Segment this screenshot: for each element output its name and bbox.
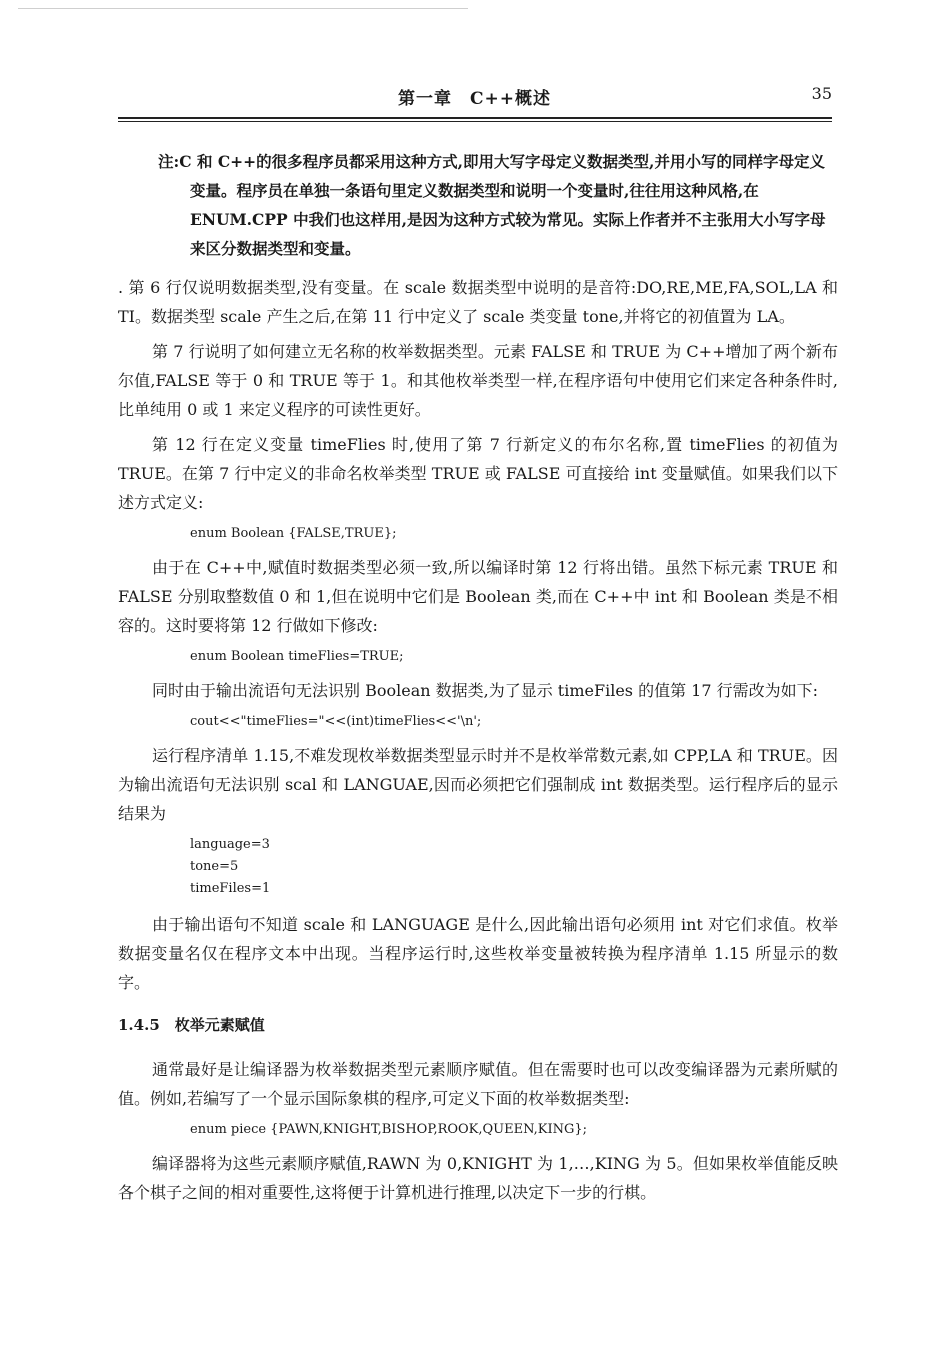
top-edge-rule: [18, 8, 468, 9]
body-text: [118, 147, 838, 1207]
code-line: enum piece {PAWN,KNIGHT,BISHOP,ROOK,QUEEN,KING};: [190, 1122, 588, 1137]
paragraph: 运行程序清单 1.15,不难发现枚举数据类型显示时并不是枚举常数元素,如 CPP,LA 和 TRUE。因为输出流语句无法识别 scal 和 LANGUAE,因而必须把它们强制成 int 数据类型。运行程序后的显示结果为: [118, 746, 838, 823]
paragraph: 编译器将为这些元素顺序赋值,RAWN 为 0,KNIGHT 为 1,…,KING 为 5。但如果枚举值能反映各个棋子之间的相对重要性,这将便于计算机进行推理,以决定下一步的行棋。: [118, 1154, 838, 1202]
program-output: [118, 834, 838, 900]
code-line: cout<<"timeFlies="<<(int)timeFlies<<'\n';: [190, 714, 482, 729]
header-rule: [118, 117, 832, 119]
paragraph: 由于在 C++中,赋值时数据类型必须一致,所以编译时第 12 行将出错。虽然下标元素 TRUE 和 FALSE 分别取整数值 0 和 1,但在说明中它们是 Boolean 类,而在 C++中 int 和 Boolean 类是不相容的。这时要将第 12 行做如下修改:: [118, 558, 838, 635]
paragraph: 第 7 行说明了如何建立无名称的枚举数据类型。元素 FALSE 和 TRUE 为 C++增加了两个新布尔值,FALSE 等于 0 和 TRUE 等于 1。和其他枚举类型一样,在程序语句中使用它们来定各种条件时,比单纯用 0 或 1 来定义程序的可读性更好。: [118, 342, 838, 419]
chapter-title: 第一章 C++概述: [398, 89, 552, 109]
page-number: 35: [811, 84, 832, 103]
code-line: enum Boolean timeFlies=TRUE;: [190, 649, 404, 664]
code-line: enum Boolean {FALSE,TRUE};: [190, 526, 397, 541]
note-block: 注:C 和 C++的很多程序员都采用这种方式,即用大写字母定义数据类型,并用小写的同样字母定义变量。程序员在单独一条语句里定义数据类型和说明一个变量时,往往用这种风格,在 ENUM.CPP 中我们也这样用,是因为这种方式较为常见。实际上作者并不主张用大小写字母来区分数据类型和变量。: [158, 152, 826, 258]
paragraph: . 第 6 行仅说明数据类型,没有变量。在 scale 数据类型中说明的是音符:DO,RE,ME,FA,SOL,LA 和 TI。数据类型 scale 产生之后,在第 11 行中定义了 scale 类变量 tone,并将它的初值置为 LA。: [118, 278, 838, 326]
output-line: tone=5: [190, 859, 239, 874]
paragraph: 由于输出语句不知道 scale 和 LANGUAGE 是什么,因此输出语句必须用 int 对它们求值。枚举数据变量名仅在程序文本中出现。当程序运行时,这些枚举变量被转换为程序清单 1.15 所显示的数字。: [118, 915, 838, 992]
paragraph: 通常最好是让编译器为枚举数据类型元素顺序赋值。但在需要时也可以改变编译器为元素所赋的值。例如,若编写了一个显示国际象棋的程序,可定义下面的枚举数据类型:: [118, 1060, 838, 1108]
running-header: [118, 84, 832, 112]
output-line: language=3: [190, 837, 270, 852]
output-line: timeFiles=1: [190, 881, 271, 896]
header-rule-thin: [118, 121, 832, 122]
paragraph: 第 12 行在定义变量 timeFlies 时,使用了第 7 行新定义的布尔名称,置 timeFlies 的初值为 TRUE。在第 7 行中定义的非命名枚举类型 TRUE 或 FALSE 可直接给 int 变量赋值。如果我们以下述方式定义:: [118, 435, 838, 512]
section-heading: 1.4.5 枚举元素赋值: [118, 1016, 265, 1034]
paragraph: 同时由于输出流语句无法识别 Boolean 数据类,为了显示 timeFiles 的值第 17 行需改为如下:: [152, 681, 819, 700]
